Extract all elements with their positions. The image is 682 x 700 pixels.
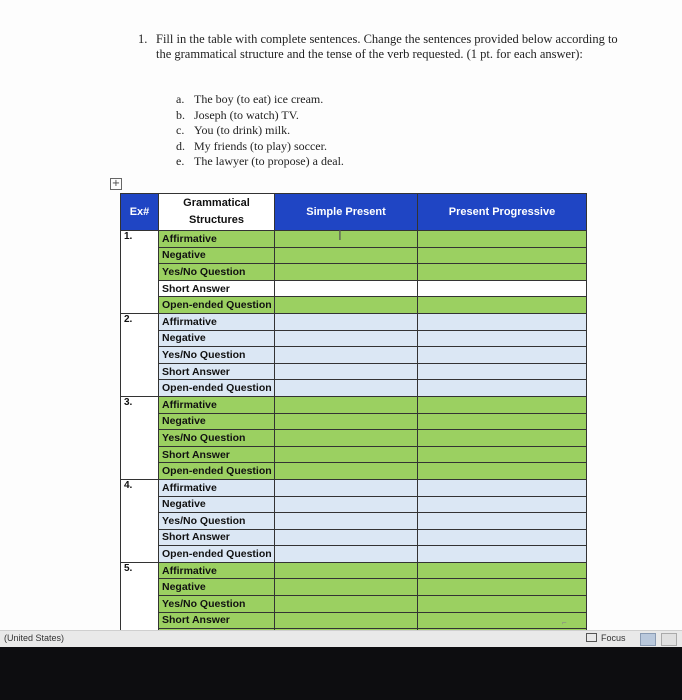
simple-present-cell[interactable] [275,264,418,281]
structure-cell: Open-ended Question [159,380,275,397]
structure-cell: Open-ended Question [159,297,275,314]
exercise-number: 5. [121,562,159,645]
header-present-progressive: Present Progressive [418,194,587,231]
simple-present-cell[interactable] [275,579,418,596]
structure-cell: Short Answer [159,363,275,380]
simple-present-cell[interactable] [275,496,418,513]
table-row [121,463,587,480]
present-progressive-cell[interactable] [418,247,587,264]
present-progressive-cell[interactable] [418,330,587,347]
present-progressive-cell[interactable] [418,231,587,248]
table-row [121,280,587,297]
present-progressive-cell[interactable] [418,579,587,596]
list-item: b. Joseph (to watch) TV. [176,107,299,122]
table-row [121,529,587,546]
simple-present-cell[interactable] [275,596,418,613]
table-row [121,330,587,347]
structure-cell: Short Answer [159,529,275,546]
present-progressive-cell[interactable] [418,313,587,330]
table-row [121,546,587,563]
structure-cell: Short Answer [159,446,275,463]
simple-present-cell[interactable] [275,562,418,579]
present-progressive-cell[interactable] [418,396,587,413]
question-number: 1. [138,32,148,46]
table-row [121,380,587,397]
present-progressive-cell[interactable] [418,430,587,447]
web-layout-view-icon[interactable] [661,633,677,646]
simple-present-cell[interactable] [275,546,418,563]
structure-cell: Affirmative [159,396,275,413]
present-progressive-cell[interactable] [418,546,587,563]
table-row [121,264,587,281]
simple-present-cell[interactable] [275,347,418,364]
present-progressive-cell[interactable] [418,479,587,496]
structure-cell: Yes/No Question [159,513,275,530]
present-progressive-cell[interactable] [418,413,587,430]
focus-button[interactable]: Focus [586,633,626,643]
table-row [121,596,587,613]
structure-cell: Yes/No Question [159,596,275,613]
structure-cell: Affirmative [159,479,275,496]
list-item: e. The lawyer (to propose) a deal. [176,154,344,168]
answer-table [120,193,587,646]
table-row [121,347,587,364]
present-progressive-cell[interactable] [418,363,587,380]
list-item: c. You (to drink) milk. [176,123,291,137]
print-layout-view-icon[interactable] [640,633,656,646]
simple-present-cell[interactable] [275,479,418,496]
simple-present-cell[interactable] [275,513,418,530]
simple-present-cell[interactable] [275,330,418,347]
list-item: d. My friends (to play) soccer. [176,138,327,153]
exercise-number: 2. [121,313,159,396]
structure-cell: Negative [159,330,275,347]
focus-icon [586,633,597,642]
status-bar [0,630,682,647]
structure-cell: Yes/No Question [159,264,275,281]
simple-present-cell[interactable] [275,363,418,380]
simple-present-cell[interactable] [275,413,418,430]
header-ex: Ex# [121,194,159,231]
structure-cell: Negative [159,413,275,430]
screen-bezel [0,647,682,700]
list-item: a. The boy (to eat) ice cream. [176,92,324,106]
present-progressive-cell[interactable] [418,596,587,613]
simple-present-cell[interactable] [275,529,418,546]
table-row [121,413,587,430]
table-row [121,496,587,513]
table-row [121,247,587,264]
table-move-handle-icon[interactable]: + [111,178,121,189]
table-row [121,579,587,596]
structure-cell: Yes/No Question [159,430,275,447]
table-row [121,612,587,629]
simple-present-cell[interactable] [275,231,418,248]
structure-cell: Negative [159,247,275,264]
exercise-number: 3. [121,396,159,479]
simple-present-cell[interactable] [275,313,418,330]
header-structures: Grammatical Structures [159,194,275,231]
simple-present-cell[interactable] [275,380,418,397]
structure-cell: Affirmative [159,231,275,248]
sentence-list [176,92,344,170]
present-progressive-cell[interactable] [418,446,587,463]
simple-present-cell[interactable] [275,280,418,297]
table-row [121,363,587,380]
structure-cell: Short Answer [159,280,275,297]
table-row [121,446,587,463]
present-progressive-cell[interactable] [418,562,587,579]
present-progressive-cell[interactable] [418,380,587,397]
structure-cell: Negative [159,579,275,596]
present-progressive-cell[interactable] [418,496,587,513]
exercise-number: 1. [121,231,159,314]
structure-cell: Negative [159,496,275,513]
present-progressive-cell[interactable] [418,264,587,281]
present-progressive-cell[interactable] [418,347,587,364]
table-row [121,297,587,314]
structure-cell: Yes/No Question [159,347,275,364]
question-1 [138,32,618,62]
structure-cell: Open-ended Question [159,463,275,480]
present-progressive-cell[interactable] [418,529,587,546]
table-header-row [121,194,587,231]
present-progressive-cell[interactable] [418,280,587,297]
present-progressive-cell[interactable] [418,297,587,314]
present-progressive-cell[interactable] [418,463,587,480]
table-row [121,430,587,447]
simple-present-cell[interactable] [275,446,418,463]
table-row [121,513,587,530]
structure-cell: Short Answer [159,612,275,629]
simple-present-cell[interactable] [275,463,418,480]
exercise-number: 4. [121,479,159,562]
table-row [121,313,587,330]
header-simple-present: Simple Present [275,194,418,231]
simple-present-cell[interactable] [275,612,418,629]
text-cursor-icon: I [338,229,342,244]
table-row [121,396,587,413]
simple-present-cell[interactable] [275,247,418,264]
simple-present-cell[interactable] [275,396,418,413]
table-row [121,479,587,496]
structure-cell: Affirmative [159,313,275,330]
table-row [121,562,587,579]
structure-cell: Open-ended Question [159,546,275,563]
simple-present-cell[interactable] [275,297,418,314]
resize-handle-icon[interactable]: ⌐ [562,618,567,627]
language-indicator[interactable]: (United States) [4,633,65,643]
structure-cell: Affirmative [159,562,275,579]
simple-present-cell[interactable] [275,430,418,447]
present-progressive-cell[interactable] [418,513,587,530]
question-text: Fill in the table with complete sentences. Change the sentences provided below according to the grammatical structure and the tense of the verb requested. (1 pt. for each answer): [156,32,618,61]
table-row [121,231,587,248]
